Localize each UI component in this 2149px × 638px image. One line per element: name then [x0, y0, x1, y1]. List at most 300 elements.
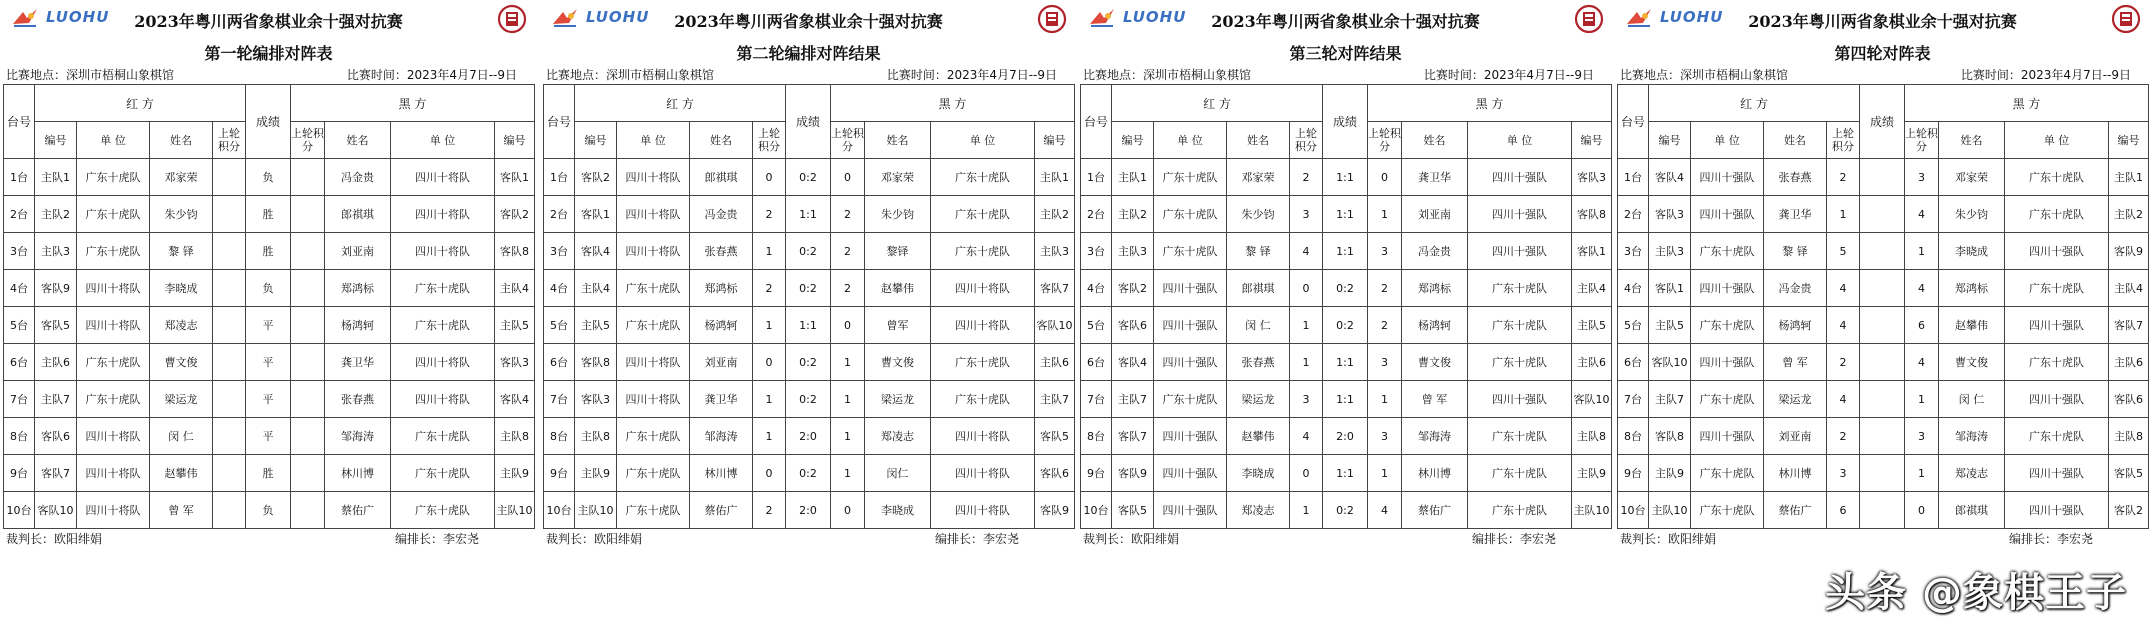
cell-black-player: 邹海涛 [1939, 418, 2005, 455]
cell-black-player: 黎铎 [865, 233, 931, 270]
cell-red-prev-score [213, 196, 246, 233]
cell-red-id: 主队3 [1649, 233, 1691, 270]
cell-result: 平 [246, 307, 291, 344]
cell-red-id: 主队3 [35, 233, 77, 270]
cell-black-id: 主队6 [1572, 344, 1612, 381]
cell-red-team: 广东十虎队 [1691, 455, 1764, 492]
cell-red-id: 客队7 [35, 455, 77, 492]
cell-table-no: 3台 [1081, 233, 1112, 270]
cell-red-player: 邓家荣 [1227, 159, 1290, 196]
cell-result: 2:0 [1323, 418, 1368, 455]
cell-black-team: 广东十虎队 [391, 307, 495, 344]
cell-black-id: 客队9 [2109, 233, 2149, 270]
cell-table-no: 10台 [4, 492, 35, 529]
cell-black-id: 主队6 [1035, 344, 1075, 381]
cell-black-team: 四川十将队 [931, 307, 1035, 344]
cell-table-no: 3台 [1618, 233, 1649, 270]
cell-result: 0:2 [786, 455, 831, 492]
cell-result [1860, 455, 1905, 492]
cell-red-id: 主队10 [575, 492, 617, 529]
cell-black-prev-score: 4 [1905, 270, 1939, 307]
cell-black-id: 主队2 [1035, 196, 1075, 233]
cell-black-id: 客队3 [1572, 159, 1612, 196]
cell-red-id: 主队9 [1649, 455, 1691, 492]
cell-black-player: 赵攀伟 [865, 270, 931, 307]
cell-red-id: 客队1 [1649, 270, 1691, 307]
cell-red-team: 广东十虎队 [1691, 307, 1764, 344]
cell-red-player: 闵 仁 [1227, 307, 1290, 344]
cell-black-player: 郑凌志 [1939, 455, 2005, 492]
cell-red-team: 广东十虎队 [1691, 233, 1764, 270]
col-table-no: 台号 [4, 85, 35, 159]
cell-red-id: 客队4 [1649, 159, 1691, 196]
cell-result [1860, 418, 1905, 455]
cell-red-id: 主队7 [35, 381, 77, 418]
cell-black-player: 林川博 [1402, 455, 1468, 492]
cell-red-id: 客队3 [575, 381, 617, 418]
cell-result [1860, 270, 1905, 307]
col-red-prev-score: 上轮积分 [1827, 122, 1860, 159]
cell-black-team: 四川十将队 [391, 233, 495, 270]
cell-black-team: 广东十虎队 [1468, 307, 1572, 344]
table-row [544, 233, 1075, 270]
cell-table-no: 2台 [1081, 196, 1112, 233]
cell-red-prev-score: 6 [1827, 492, 1860, 529]
cell-black-prev-score: 2 [831, 233, 865, 270]
cell-red-prev-score: 2 [753, 196, 786, 233]
cell-black-team: 广东十虎队 [2005, 418, 2109, 455]
cell-red-prev-score: 2 [1827, 159, 1860, 196]
cell-red-team: 四川十强队 [1154, 418, 1227, 455]
cell-red-player: 梁运龙 [1764, 381, 1827, 418]
cell-red-player: 黎 铎 [1227, 233, 1290, 270]
cell-result: 1:1 [1323, 196, 1368, 233]
col-black-player: 姓名 [865, 122, 931, 159]
cell-black-prev-score: 0 [831, 492, 865, 529]
cell-table-no: 5台 [4, 307, 35, 344]
cell-red-prev-score: 4 [1827, 270, 1860, 307]
cell-red-player: 朱少钧 [1227, 196, 1290, 233]
cell-table-no: 9台 [1618, 455, 1649, 492]
referee-text: 裁判长：欧阳绯娟 [6, 532, 103, 546]
cell-black-prev-score: 2 [1368, 270, 1402, 307]
cell-black-prev-score [291, 418, 325, 455]
cell-result: 胜 [246, 455, 291, 492]
cell-black-team: 广东十虎队 [1468, 270, 1572, 307]
cell-result: 1:1 [1323, 381, 1368, 418]
col-black-team: 单 位 [1468, 122, 1572, 159]
col-black-team: 单 位 [931, 122, 1035, 159]
cell-black-team: 广东十虎队 [931, 233, 1035, 270]
cell-red-prev-score [213, 492, 246, 529]
cell-black-id: 主队2 [2109, 196, 2149, 233]
cell-black-id: 主队8 [2109, 418, 2149, 455]
cell-black-player: 林川博 [325, 455, 391, 492]
cell-table-no: 3台 [4, 233, 35, 270]
cell-black-player: 郎祺琪 [1939, 492, 2005, 529]
cell-black-team: 四川十强队 [1468, 233, 1572, 270]
cell-black-team: 四川十强队 [2005, 492, 2109, 529]
cell-red-prev-score: 0 [753, 455, 786, 492]
cell-black-team: 广东十虎队 [1468, 492, 1572, 529]
cell-red-team: 四川十将队 [77, 492, 150, 529]
cell-black-id: 客队5 [2109, 455, 2149, 492]
cell-red-player: 曾 军 [150, 492, 213, 529]
cell-black-player: 杨鸿轲 [325, 307, 391, 344]
cell-result [1860, 196, 1905, 233]
cell-black-id: 客队1 [1572, 233, 1612, 270]
cell-black-player: 曾军 [865, 307, 931, 344]
watermark-text: 头条 @象棋王子 [1825, 570, 2127, 616]
round-title: 第四轮对阵表 [1834, 44, 1931, 63]
col-black-id: 编号 [1035, 122, 1075, 159]
cell-black-prev-score [291, 159, 325, 196]
cell-result: 胜 [246, 233, 291, 270]
cell-black-player: 朱少钧 [1939, 196, 2005, 233]
cell-table-no: 8台 [1618, 418, 1649, 455]
cell-red-team: 四川十强队 [1691, 159, 1764, 196]
col-red-prev-score: 上轮积分 [753, 122, 786, 159]
cell-black-player: 刘亚南 [325, 233, 391, 270]
cell-black-team: 广东十虎队 [931, 344, 1035, 381]
cell-red-prev-score: 2 [753, 270, 786, 307]
organizer-seal-icon [1574, 4, 1604, 34]
cell-red-id: 主队1 [1112, 159, 1154, 196]
cell-black-player: 蔡佑广 [1402, 492, 1468, 529]
signature-line [1614, 529, 2149, 549]
cell-red-team: 四川十强队 [1154, 307, 1227, 344]
cell-red-team: 广东十虎队 [617, 455, 690, 492]
cell-black-id: 主队4 [2109, 270, 2149, 307]
cell-black-prev-score: 1 [1368, 455, 1402, 492]
col-red-player: 姓名 [1764, 122, 1827, 159]
cell-red-id: 主队6 [35, 344, 77, 381]
cell-black-prev-score: 1 [1368, 196, 1402, 233]
col-red-team: 单 位 [1154, 122, 1227, 159]
cell-black-player: 曾 军 [1402, 381, 1468, 418]
venue-text: 比赛地点：深圳市梧桐山象棋馆 [6, 68, 175, 82]
cell-result: 1:1 [1323, 344, 1368, 381]
col-red-player: 姓名 [1227, 122, 1290, 159]
col-red-team: 单 位 [617, 122, 690, 159]
cell-black-prev-score [291, 381, 325, 418]
cell-red-player: 朱少钧 [150, 196, 213, 233]
cell-black-id: 客队1 [495, 159, 535, 196]
cell-table-no: 1台 [1618, 159, 1649, 196]
cell-red-id: 主队5 [1649, 307, 1691, 344]
col-black-prev-score: 上轮积分 [1905, 122, 1939, 159]
cell-black-id: 客队3 [495, 344, 535, 381]
cell-black-team: 四川十强队 [2005, 455, 2109, 492]
cell-table-no: 6台 [544, 344, 575, 381]
cell-table-no: 7台 [544, 381, 575, 418]
cell-red-prev-score: 0 [753, 159, 786, 196]
cell-red-player: 龚卫华 [690, 381, 753, 418]
table-row [1618, 455, 2149, 492]
table-row [1081, 455, 1612, 492]
table-row [4, 455, 535, 492]
table-row [1081, 344, 1612, 381]
cell-black-id: 主队9 [1572, 455, 1612, 492]
cell-table-no: 8台 [1081, 418, 1112, 455]
cell-black-player: 郑鸿标 [1402, 270, 1468, 307]
cell-red-team: 广东十虎队 [617, 492, 690, 529]
cell-result: 胜 [246, 196, 291, 233]
cell-result: 0:2 [786, 381, 831, 418]
cell-table-no: 8台 [544, 418, 575, 455]
cell-black-prev-score [291, 307, 325, 344]
cell-red-id: 主队7 [1112, 381, 1154, 418]
date-text: 比赛时间：2023年4月7日--9日 [1423, 68, 1594, 82]
cell-red-prev-score [213, 270, 246, 307]
event-title: 2023年粤川两省象棋业余十强对抗赛 [1211, 12, 1480, 31]
cell-red-prev-score [213, 418, 246, 455]
cell-red-team: 广东十虎队 [1691, 492, 1764, 529]
cell-black-id: 主队7 [1035, 381, 1075, 418]
cell-black-prev-score: 2 [831, 196, 865, 233]
col-black-prev-score: 上轮积分 [1368, 122, 1402, 159]
cell-table-no: 6台 [1618, 344, 1649, 381]
cell-black-team: 四川十将队 [931, 455, 1035, 492]
cell-result [1860, 381, 1905, 418]
cell-red-prev-score: 1 [1290, 307, 1323, 344]
black-side-header: 黑 方 [1905, 85, 2149, 122]
cell-black-prev-score [291, 492, 325, 529]
signature-line [540, 529, 1077, 549]
cell-black-player: 梁运龙 [865, 381, 931, 418]
col-black-team: 单 位 [2005, 122, 2109, 159]
cell-black-id: 客队7 [1035, 270, 1075, 307]
cell-black-id: 客队7 [2109, 307, 2149, 344]
cell-black-team: 广东十虎队 [2005, 270, 2109, 307]
cell-red-prev-score: 1 [753, 418, 786, 455]
round-title: 第二轮编排对阵结果 [736, 44, 881, 63]
cell-result [1860, 159, 1905, 196]
cell-red-team: 四川十强队 [1154, 455, 1227, 492]
cell-black-prev-score: 1 [831, 344, 865, 381]
table-row [4, 344, 535, 381]
venue-line [0, 66, 537, 84]
cell-black-id: 客队8 [495, 233, 535, 270]
cell-black-team: 广东十虎队 [1468, 344, 1572, 381]
cell-black-prev-score: 3 [1905, 159, 1939, 196]
table-row [1618, 196, 2149, 233]
referee-text: 裁判长：欧阳绯娟 [1083, 532, 1180, 546]
cell-result: 负 [246, 159, 291, 196]
cell-result: 1:1 [1323, 455, 1368, 492]
cell-black-id: 客队4 [495, 381, 535, 418]
cell-result: 1:1 [786, 307, 831, 344]
cell-table-no: 4台 [1618, 270, 1649, 307]
cell-red-id: 客队7 [1112, 418, 1154, 455]
cell-red-player: 冯金贵 [1764, 270, 1827, 307]
cell-black-id: 主队1 [1035, 159, 1075, 196]
cell-red-player: 刘亚南 [1764, 418, 1827, 455]
table-row [1081, 196, 1612, 233]
cell-result: 0:2 [786, 344, 831, 381]
referee-text: 裁判长：欧阳绯娟 [546, 532, 643, 546]
table-row [1081, 270, 1612, 307]
table-row [1081, 492, 1612, 529]
cell-red-prev-score [213, 307, 246, 344]
cell-table-no: 1台 [544, 159, 575, 196]
cell-black-prev-score: 4 [1368, 492, 1402, 529]
cell-red-id: 主队4 [575, 270, 617, 307]
cell-black-id: 主队6 [2109, 344, 2149, 381]
cell-black-player: 闵 仁 [1939, 381, 2005, 418]
cell-red-team: 广东十虎队 [77, 233, 150, 270]
cell-black-team: 广东十虎队 [1468, 418, 1572, 455]
cell-table-no: 9台 [544, 455, 575, 492]
cell-black-player: 闵仁 [865, 455, 931, 492]
cell-red-player: 蔡佑广 [1764, 492, 1827, 529]
cell-red-player: 杨鸿轲 [1764, 307, 1827, 344]
cell-black-prev-score: 1 [831, 381, 865, 418]
cell-red-team: 四川十强队 [1691, 196, 1764, 233]
cell-red-team: 四川十强队 [1691, 344, 1764, 381]
cell-red-id: 客队2 [575, 159, 617, 196]
table-row [4, 418, 535, 455]
col-result: 成绩 [1323, 85, 1368, 159]
cell-black-prev-score: 3 [1368, 344, 1402, 381]
cell-black-player: 蔡佑广 [325, 492, 391, 529]
round-sheet-3 [1077, 0, 1614, 638]
cell-black-id: 客队5 [1035, 418, 1075, 455]
cell-black-player: 龚卫华 [1402, 159, 1468, 196]
cell-black-team: 广东十虎队 [1468, 455, 1572, 492]
cell-result: 1:1 [1323, 159, 1368, 196]
table-row [1081, 418, 1612, 455]
cell-black-id: 主队4 [1572, 270, 1612, 307]
cell-black-player: 郑鸿标 [325, 270, 391, 307]
cell-red-id: 客队8 [575, 344, 617, 381]
cell-result: 0:2 [786, 270, 831, 307]
cell-red-id: 客队2 [1112, 270, 1154, 307]
cell-red-team: 四川十强队 [1691, 270, 1764, 307]
cell-black-team: 四川十强队 [1468, 381, 1572, 418]
cell-result: 0:2 [1323, 270, 1368, 307]
cell-red-prev-score: 4 [1827, 381, 1860, 418]
col-red-id: 编号 [1649, 122, 1691, 159]
arranger-text: 编排长：李宏尧 [1472, 532, 1557, 546]
cell-black-team: 四川十强队 [2005, 233, 2109, 270]
cell-red-player: 张春燕 [1764, 159, 1827, 196]
cell-result: 平 [246, 418, 291, 455]
table-row [1618, 344, 2149, 381]
table-row [544, 270, 1075, 307]
cell-result: 负 [246, 492, 291, 529]
cell-result: 0:2 [1323, 492, 1368, 529]
cell-table-no: 10台 [1081, 492, 1112, 529]
cell-black-id: 主队1 [2109, 159, 2149, 196]
red-side-header: 红 方 [575, 85, 786, 122]
cell-red-team: 广东十虎队 [1691, 381, 1764, 418]
cell-black-team: 广东十虎队 [2005, 159, 2109, 196]
cell-red-player: 李晓成 [150, 270, 213, 307]
cell-result: 1:1 [1323, 233, 1368, 270]
cell-black-prev-score: 2 [1368, 307, 1402, 344]
cell-red-prev-score [213, 381, 246, 418]
cell-red-id: 主队9 [575, 455, 617, 492]
red-side-header: 红 方 [35, 85, 246, 122]
col-red-id: 编号 [35, 122, 77, 159]
cell-red-player: 张春燕 [690, 233, 753, 270]
cell-table-no: 2台 [544, 196, 575, 233]
table-row [4, 492, 535, 529]
cell-red-team: 广东十虎队 [77, 381, 150, 418]
cell-red-id: 主队2 [35, 196, 77, 233]
table-row [4, 159, 535, 196]
cell-black-id: 主队3 [1035, 233, 1075, 270]
cell-red-prev-score: 4 [1827, 307, 1860, 344]
cell-red-team: 四川十将队 [617, 233, 690, 270]
cell-black-prev-score: 0 [831, 159, 865, 196]
cell-red-id: 客队5 [1112, 492, 1154, 529]
cell-red-player: 郑凌志 [150, 307, 213, 344]
venue-text: 比赛地点：深圳市梧桐山象棋馆 [1083, 68, 1252, 82]
cell-red-player: 梁运龙 [150, 381, 213, 418]
arranger-text: 编排长：李宏尧 [935, 532, 1020, 546]
cell-red-prev-score: 1 [753, 233, 786, 270]
black-side-header: 黑 方 [831, 85, 1075, 122]
cell-black-player: 邓家荣 [865, 159, 931, 196]
round-sheet-4 [1614, 0, 2149, 638]
cell-black-id: 主队8 [495, 418, 535, 455]
cell-table-no: 2台 [4, 196, 35, 233]
cell-black-player: 龚卫华 [325, 344, 391, 381]
cell-red-prev-score: 2 [753, 492, 786, 529]
cell-black-player: 郎祺琪 [325, 196, 391, 233]
table-row [1618, 270, 2149, 307]
cell-result [1860, 344, 1905, 381]
table-row [1081, 233, 1612, 270]
round-title: 第三轮对阵结果 [1289, 44, 1402, 63]
cell-result: 1:1 [786, 196, 831, 233]
table-row [1081, 381, 1612, 418]
cell-red-team: 四川十强队 [1154, 270, 1227, 307]
cell-red-id: 主队3 [1112, 233, 1154, 270]
cell-red-player: 郑鸿标 [690, 270, 753, 307]
cell-table-no: 3台 [544, 233, 575, 270]
table-row [544, 381, 1075, 418]
col-red-player: 姓名 [150, 122, 213, 159]
date-text: 比赛时间：2023年4月7日--9日 [886, 68, 1057, 82]
cell-red-player: 邓家荣 [150, 159, 213, 196]
cell-black-team: 广东十虎队 [391, 270, 495, 307]
cell-red-prev-score: 4 [1290, 418, 1323, 455]
cell-red-prev-score: 1 [1290, 492, 1323, 529]
cell-table-no: 4台 [544, 270, 575, 307]
cell-black-team: 广东十虎队 [391, 455, 495, 492]
cell-black-prev-score [291, 455, 325, 492]
col-result: 成绩 [246, 85, 291, 159]
cell-black-player: 曹文俊 [1402, 344, 1468, 381]
event-title: 2023年粤川两省象棋业余十强对抗赛 [674, 12, 943, 31]
cell-red-team: 广东十虎队 [1154, 196, 1227, 233]
cell-black-player: 郑鸿标 [1939, 270, 2005, 307]
cell-black-prev-score: 4 [1905, 196, 1939, 233]
cell-table-no: 5台 [1081, 307, 1112, 344]
red-side-header: 红 方 [1112, 85, 1323, 122]
col-red-prev-score: 上轮积分 [213, 122, 246, 159]
cell-black-prev-score: 1 [831, 455, 865, 492]
cell-red-id: 客队6 [35, 418, 77, 455]
cell-black-player: 冯金贵 [1402, 233, 1468, 270]
cell-red-prev-score: 3 [1290, 196, 1323, 233]
cell-black-prev-score: 6 [1905, 307, 1939, 344]
venue-line [1614, 66, 2149, 84]
table-row [1618, 159, 2149, 196]
